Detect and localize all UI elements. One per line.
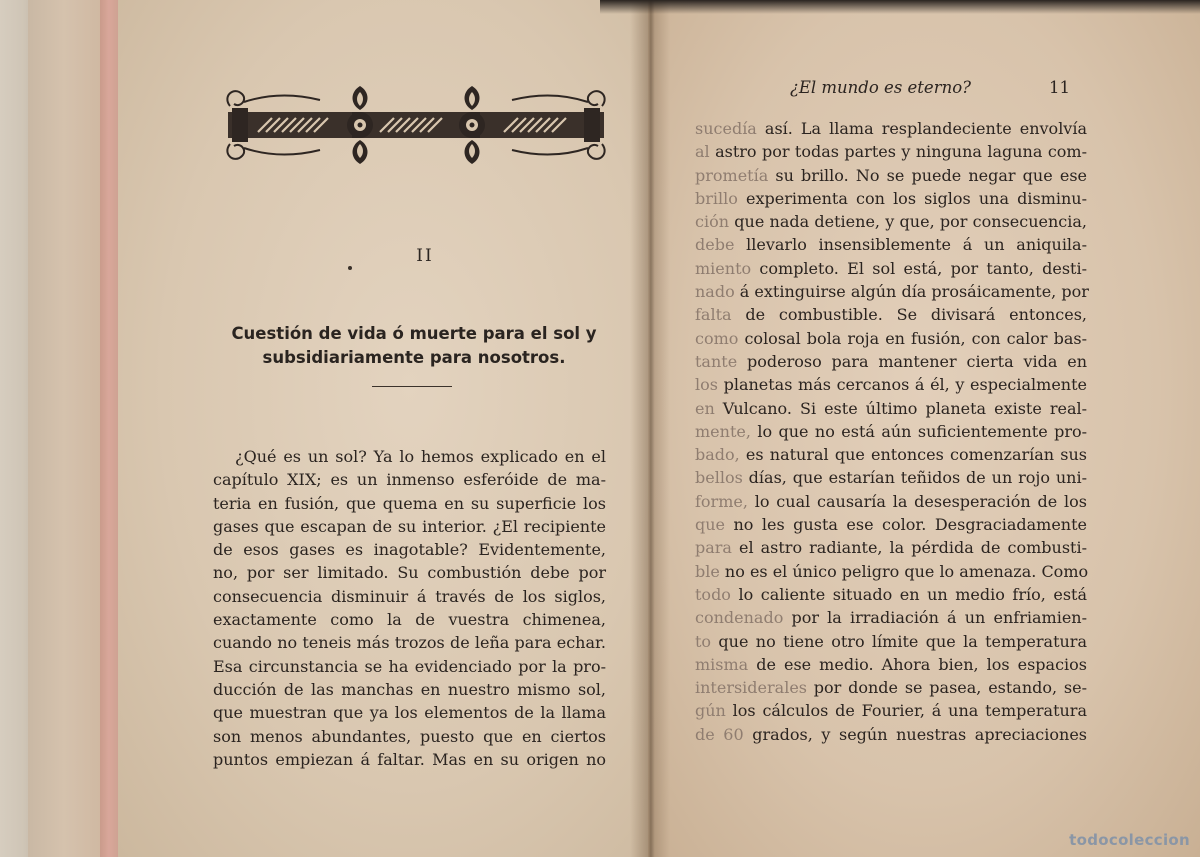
text-fragment: astro por todas partes y ninguna laguna com- bbox=[709, 142, 1087, 162]
text-fragment: condenado bbox=[695, 608, 784, 628]
text-line bbox=[695, 653, 1087, 676]
text-fragment: nado bbox=[695, 282, 735, 302]
text-fragment: mente, bbox=[695, 421, 751, 441]
text-fragment: no es el único peligro que lo amenaza. Como bbox=[719, 561, 1089, 581]
text-fragment: su brillo. No se puede negar que ese bbox=[768, 165, 1087, 185]
text-line bbox=[695, 699, 1087, 722]
chapter-number: II bbox=[416, 246, 434, 266]
text-fragment: experimenta con los siglos una disminu- bbox=[737, 188, 1087, 208]
text-line bbox=[695, 420, 1087, 443]
text-fragment: de combustible. Se divisará entonces, bbox=[731, 305, 1087, 325]
text-fragment: á extinguirse algún día prosáicamente, por bbox=[734, 282, 1089, 302]
text-fragment: to bbox=[695, 631, 712, 651]
text-fragment: miento bbox=[695, 258, 752, 278]
text-line: teria en fusión, que quema en su superficie los bbox=[213, 493, 606, 513]
text-line bbox=[695, 490, 1087, 513]
text-fragment: que bbox=[695, 515, 726, 535]
text-fragment: llevarlo insensiblemente á un aniquila- bbox=[734, 235, 1087, 255]
text-line bbox=[695, 117, 1087, 140]
text-line: exactamente como la de vuestra chimenea, bbox=[213, 610, 606, 630]
text-fragment: debe bbox=[695, 235, 735, 255]
text-fragment: ción bbox=[695, 212, 730, 232]
text-line bbox=[695, 303, 1087, 326]
text-line: gases que escapan de su interior. ¿El recipiente bbox=[213, 516, 606, 536]
text-line: son menos abundantes, puesto que en ciertos bbox=[213, 726, 606, 746]
chapter-title bbox=[224, 322, 604, 370]
text-fragment: lo que no está aún suficientemente pro- bbox=[750, 421, 1087, 441]
text-fragment: grados, y según nuestras apreciaciones bbox=[743, 724, 1087, 744]
text-line: que muestran que ya los elementos de la llama bbox=[213, 703, 606, 723]
text-line: cuando no teneis más trozos de leña para echar. bbox=[213, 633, 606, 653]
text-fragment: lo cual causaría la desesperación de los bbox=[747, 491, 1087, 511]
book-gutter bbox=[630, 0, 670, 857]
text-fragment: de ese medio. Ahora bien, los espacios bbox=[748, 654, 1087, 674]
text-line bbox=[695, 210, 1087, 233]
text-fragment: falta bbox=[695, 305, 732, 325]
text-fragment: bellos bbox=[695, 468, 743, 488]
text-fragment: gún bbox=[695, 701, 726, 721]
text-line bbox=[695, 560, 1087, 583]
text-line bbox=[695, 187, 1087, 210]
text-fragment: planetas más cercanos á él, y especialmente bbox=[717, 375, 1087, 395]
text-line: consecuencia disminuir á través de los siglos, bbox=[213, 586, 606, 606]
text-fragment: prometía bbox=[695, 165, 769, 185]
text-fragment: los bbox=[695, 375, 718, 395]
text-line bbox=[695, 257, 1087, 280]
text-fragment: sucedía bbox=[695, 119, 757, 138]
text-fragment: así. La llama resplandeciente envolvía bbox=[756, 119, 1087, 138]
text-line bbox=[695, 233, 1087, 256]
text-fragment: bado, bbox=[695, 445, 740, 465]
text-line bbox=[695, 466, 1087, 489]
text-fragment: brillo bbox=[695, 188, 738, 208]
text-fragment: como bbox=[695, 328, 739, 348]
text-line bbox=[695, 350, 1087, 373]
text-line bbox=[695, 280, 1087, 303]
text-line bbox=[695, 327, 1087, 350]
text-line: Esa circunstancia se ha evidenciado por la pro- bbox=[213, 656, 606, 676]
text-fragment: para bbox=[695, 538, 732, 558]
text-fragment: todo bbox=[695, 584, 731, 604]
text-line: puntos empiezan á faltar. Mas en su origen no bbox=[213, 749, 606, 769]
text-fragment: colosal bola roja en fusión, con calor bas- bbox=[738, 328, 1087, 348]
text-line bbox=[695, 723, 1087, 746]
text-fragment: poderoso para mantener cierta vida en bbox=[737, 351, 1087, 371]
text-line bbox=[695, 140, 1087, 163]
text-fragment: es natural que entonces comenzarían sus bbox=[739, 445, 1087, 465]
text-line bbox=[695, 536, 1087, 559]
text-line: ¿Qué es un sol? Ya lo hemos explicado en el bbox=[235, 447, 606, 466]
text-line bbox=[695, 443, 1087, 466]
text-fragment: ble bbox=[695, 561, 720, 581]
page-number: 11 bbox=[1049, 78, 1070, 97]
text-line bbox=[695, 397, 1087, 420]
text-fragment: forme, bbox=[695, 491, 748, 511]
text-line: capítulo XIX; es un inmenso esferóide de ma- bbox=[213, 470, 606, 490]
text-fragment: al bbox=[695, 142, 710, 162]
text-fragment: el astro radiante, la pérdida de combusti- bbox=[731, 538, 1087, 558]
text-fragment: intersiderales bbox=[695, 678, 807, 698]
title-divider bbox=[372, 386, 452, 387]
text-fragment: los cálculos de Fourier, á una temperatura bbox=[725, 701, 1087, 721]
text-line bbox=[695, 606, 1087, 629]
text-line bbox=[695, 583, 1087, 606]
text-fragment: lo caliente situado en un medio frío, está bbox=[730, 584, 1087, 604]
text-line bbox=[695, 630, 1087, 653]
left-page-body bbox=[213, 445, 606, 771]
text-fragment: en bbox=[695, 398, 715, 418]
text-line bbox=[695, 676, 1087, 699]
running-head-title: ¿El mundo es eterno? bbox=[790, 78, 971, 97]
chapter-title-line: Cuestión de vida ó muerte para el sol y bbox=[231, 324, 597, 343]
print-speck bbox=[348, 266, 352, 270]
text-fragment: que no tiene otro límite que la temperatura bbox=[711, 631, 1087, 651]
text-fragment: por donde se pasea, estando, se- bbox=[807, 678, 1087, 698]
text-line bbox=[695, 373, 1087, 396]
text-fragment: por la irradiación á un enfriamien- bbox=[783, 608, 1087, 628]
watermark-logo: todocoleccion bbox=[1069, 831, 1190, 849]
text-fragment: completo. El sol está, por tanto, desti- bbox=[751, 258, 1087, 278]
right-page-body bbox=[695, 117, 1087, 746]
text-fragment: de 60 bbox=[695, 724, 744, 744]
text-fragment: días, que estarían teñidos de un rojo uni- bbox=[742, 468, 1087, 488]
top-shadow bbox=[600, 0, 1200, 14]
text-fragment: no les gusta ese color. Desgraciadamente bbox=[725, 515, 1087, 535]
text-line bbox=[695, 513, 1087, 536]
ornamental-headpiece-icon bbox=[220, 82, 612, 168]
text-line: ducción de las manchas en nuestro mismo sol, bbox=[213, 679, 606, 699]
text-fragment: Vulcano. Si este último planeta existe real- bbox=[714, 398, 1087, 418]
text-fragment: misma bbox=[695, 654, 749, 674]
chapter-title-line: subsidiariamente para nosotros. bbox=[262, 348, 566, 367]
text-fragment: tante bbox=[695, 351, 738, 371]
text-fragment: que nada detiene, y que, por consecuencia, bbox=[729, 212, 1087, 232]
text-line: de esos gases es inagotable? Evidentemente, bbox=[213, 540, 606, 560]
text-line: no, por ser limitado. Su combustión debe por bbox=[213, 563, 606, 583]
text-line bbox=[695, 164, 1087, 187]
